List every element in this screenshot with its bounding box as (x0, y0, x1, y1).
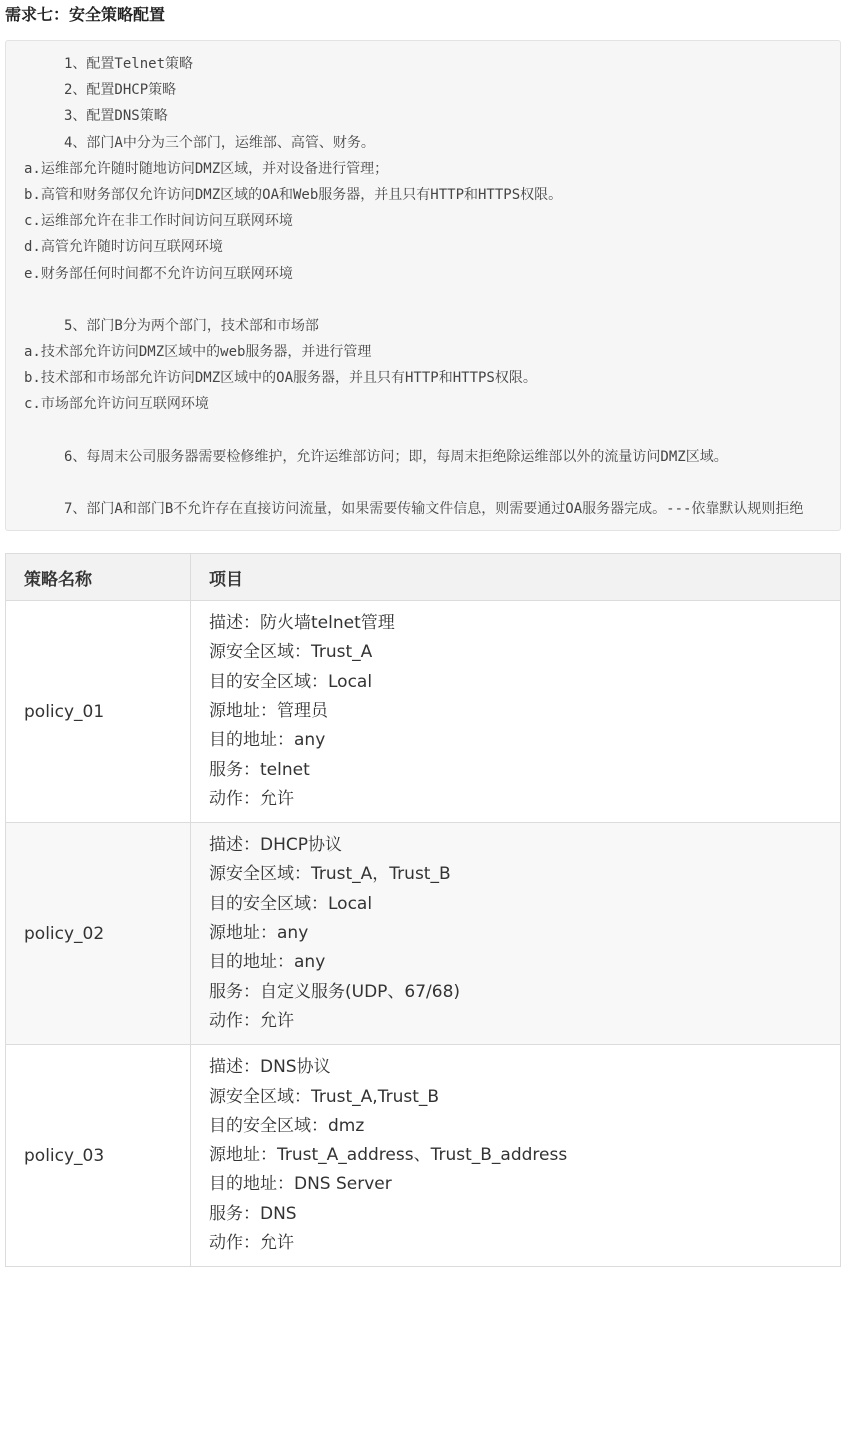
blank-line (24, 418, 822, 444)
requirements-code-block (5, 40, 841, 531)
column-header-policy-name: 策略名称 (6, 554, 191, 601)
requirement-line: d.高管允许随时访问互联网环境 (24, 239, 223, 256)
policy-item-line: 源地址：Trust_A_address、Trust_B_address (209, 1145, 568, 1166)
requirement-line: 5、部门B分为两个部门，技术部和市场部 (64, 317, 319, 334)
policy-name-cell: policy_01 (6, 601, 191, 823)
requirement-line: a.运维部允许随时随地访问DMZ区域，并对设备进行管理； (24, 160, 389, 177)
policy-item-line: 描述：DHCP协议 (209, 835, 342, 856)
policy-item-line: 服务：DNS (209, 1203, 297, 1224)
policy-table-body (6, 601, 841, 1267)
requirement-line: a.技术部允许访问DMZ区域中的web服务器，并进行管理 (24, 344, 372, 361)
blank-line (24, 287, 822, 313)
requirement-line: 7、部门A和部门B不允许存在直接访问流量，如果需要传输文件信息，则需要通过OA服务器完成。---依靠默认规则拒绝 (64, 500, 804, 517)
policy-item-line: 目的安全区域：Local (209, 893, 373, 914)
policy-item-line: 服务：telnet (209, 759, 310, 780)
blank-line (24, 470, 822, 496)
requirement-line: b.高管和财务部仅允许访问DMZ区域的OA和Web服务器，并且只有HTTP和HTTPS权限。 (24, 187, 563, 204)
table-row (6, 823, 841, 1045)
requirement-line: 1、配置Telnet策略 (64, 56, 194, 72)
policy-item-line: 动作：允许 (209, 1010, 294, 1031)
policy-item-line: 动作：允许 (209, 1232, 294, 1253)
policy-item-line: 源地址：any (209, 923, 309, 944)
policy-items-cell (191, 1045, 841, 1267)
policy-item-line: 目的安全区域：Local (209, 671, 373, 692)
requirement-line: 2、配置DHCP策略 (64, 82, 177, 99)
requirement-line: e.财务部任何时间都不允许访问互联网环境 (24, 265, 293, 282)
section-heading: 需求七：安全策略配置 (5, 5, 166, 24)
policy-item-line: 描述：DNS协议 (209, 1057, 331, 1078)
policy-table (5, 553, 841, 1267)
policy-item-line: 源安全区域：Trust_A (209, 642, 373, 663)
policy-name-cell: policy_02 (6, 823, 191, 1045)
requirement-line: b.技术部和市场部允许访问DMZ区域中的OA服务器，并且只有HTTP和HTTPS权限。 (24, 370, 537, 387)
policy-item-line: 动作：允许 (209, 788, 294, 809)
policy-name-cell: policy_03 (6, 1045, 191, 1267)
table-row (6, 601, 841, 823)
policy-item-line: 源安全区域：Trust_A，Trust_B (209, 864, 451, 885)
column-header-items: 项目 (191, 554, 841, 601)
policy-item-line: 目的安全区域：dmz (209, 1115, 365, 1136)
policy-items-cell (191, 601, 841, 823)
table-header-row (6, 554, 841, 601)
policy-item-line: 服务：自定义服务(UDP、67/68) (209, 981, 461, 1002)
policy-item-line: 目的地址：any (209, 730, 326, 751)
policy-item-line: 目的地址：DNS Server (209, 1174, 392, 1195)
policy-item-line: 目的地址：any (209, 952, 326, 973)
policy-item-line: 源地址：管理员 (209, 700, 328, 721)
requirement-line: 3、配置DNS策略 (64, 108, 168, 125)
requirement-line: c.市场部允许访问互联网环境 (24, 396, 209, 413)
requirement-line: c.运维部允许在非工作时间访问互联网环境 (24, 213, 293, 230)
table-row (6, 1045, 841, 1267)
policy-item-line: 描述：防火墙telnet管理 (209, 613, 395, 634)
policy-item-line: 源安全区域：Trust_A,Trust_B (209, 1086, 440, 1107)
policy-items-cell (191, 823, 841, 1045)
requirement-line: 6、每周末公司服务器需要检修维护，允许运维部访问；即，每周末拒绝除运维部以外的流量访问DMZ区域。 (64, 448, 728, 465)
requirement-line: 4、部门A中分为三个部门，运维部、高管、财务。 (64, 134, 375, 151)
